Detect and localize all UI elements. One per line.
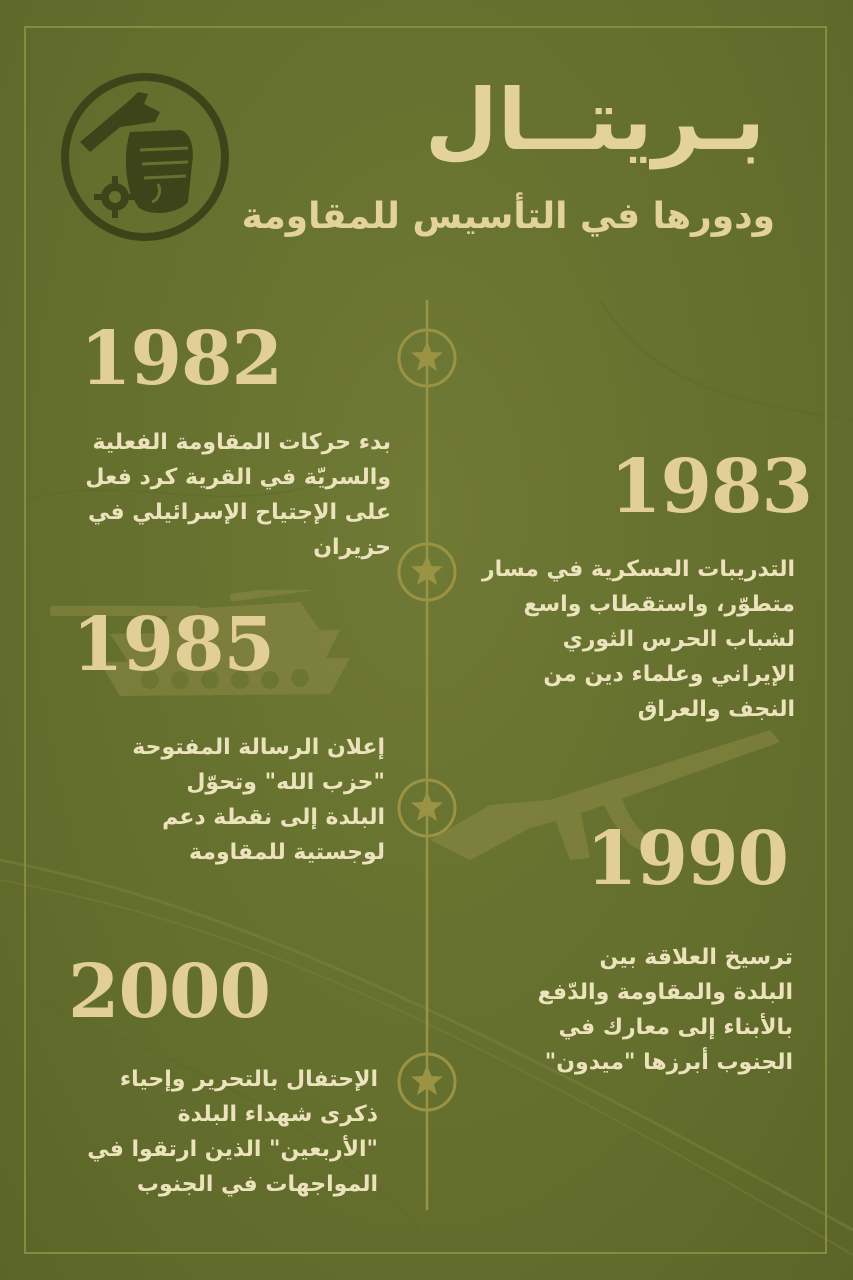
event-description-2000: الإحتفال بالتحرير وإحياء ذكرى شهداء البلدة "الأربعين" الذين ارتقوا في المواجهات في الجنوب: [87, 1067, 378, 1197]
event-description-1985: إعلان الرسالة المفتوحة "حزب الله" وتحوّل البلدة إلى نقطة دعم لوجستية للمقاومة: [132, 735, 385, 865]
fist-rifle-emblem-icon: [60, 72, 230, 242]
year-1990: 1990: [586, 816, 788, 902]
year-2000: 2000: [68, 949, 270, 1035]
page-subtitle: ودورها في التأسيس للمقاومة: [241, 196, 775, 237]
event-description-1983: التدريبات العسكرية في مسار متطوّر، واستقطاب واسع لشباب الحرس الثوري الإيراني وعلماء دين من النجف والعراق: [481, 557, 795, 722]
year-1983: 1983: [610, 444, 812, 530]
year-1982: 1982: [80, 316, 282, 402]
year-1985: 1985: [72, 602, 274, 688]
event-description-1982: بدء حركات المقاومة الفعلية والسريّة في القرية كرد فعل على الإجتياح الإسرائيلي في حزيران: [85, 430, 391, 560]
event-description-1990: ترسيخ العلاقة بين البلدة والمقاومة والدّفع بالأبناء إلى معارك في الجنوب أبرزها "ميدون": [537, 945, 793, 1075]
page-title: بـريتــال: [424, 71, 765, 169]
